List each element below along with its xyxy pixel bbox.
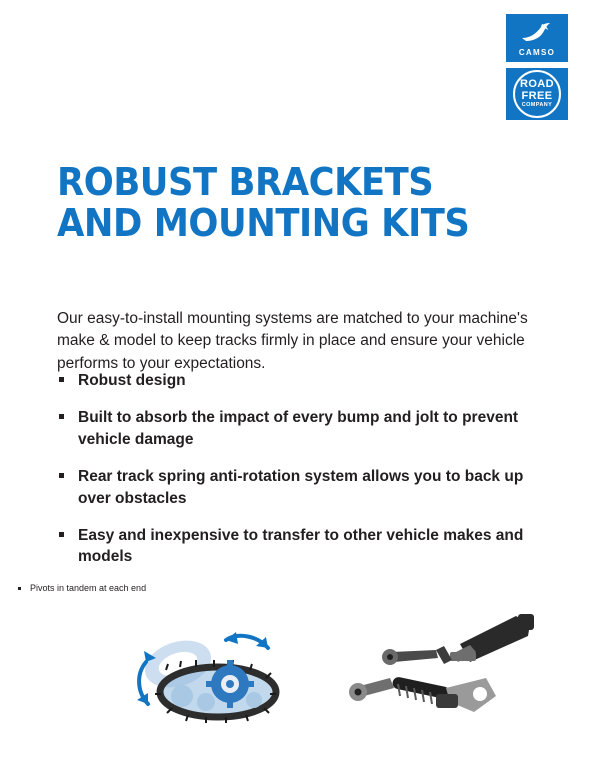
brand-logo-block	[506, 14, 568, 120]
list-item: Easy and inexpensive to transfer to other vehicle makes and models	[57, 525, 527, 568]
product-imagery	[0, 600, 600, 740]
footnote-text: Pivots in tandem at each end	[18, 583, 430, 593]
road-free-company-badge	[506, 68, 568, 120]
list-item: Robust design	[57, 370, 527, 391]
page-title	[57, 160, 503, 246]
mounting-bracket-hardware-photo	[340, 602, 550, 734]
camso-swoosh-icon	[506, 20, 568, 44]
badge-line-1: ROAD	[520, 78, 554, 91]
list-item: Built to absorb the impact of every bump and jolt to prevent vehicle damage	[57, 407, 527, 450]
intro-paragraph: Our easy-to-install mounting systems are matched to your machine's make & model to keep tracks firmly in place and ensure your vehicle performs to your expectations.	[57, 309, 528, 373]
camso-wordmark: CAMSO	[518, 48, 556, 57]
feature-bullet-list	[57, 370, 527, 584]
badge-line-3: COMPANY	[521, 101, 553, 108]
page-title-line-1: ROBUST BRACKETS	[57, 160, 434, 205]
rubber-track-assembly-illustration	[118, 622, 328, 732]
page-title-line-2: AND MOUNTING KITS	[57, 201, 470, 246]
badge-line-2: FREE	[521, 89, 553, 102]
list-item: Rear track spring anti-rotation system allows you to back up over obstacles	[57, 466, 527, 509]
camso-logo	[506, 14, 568, 62]
